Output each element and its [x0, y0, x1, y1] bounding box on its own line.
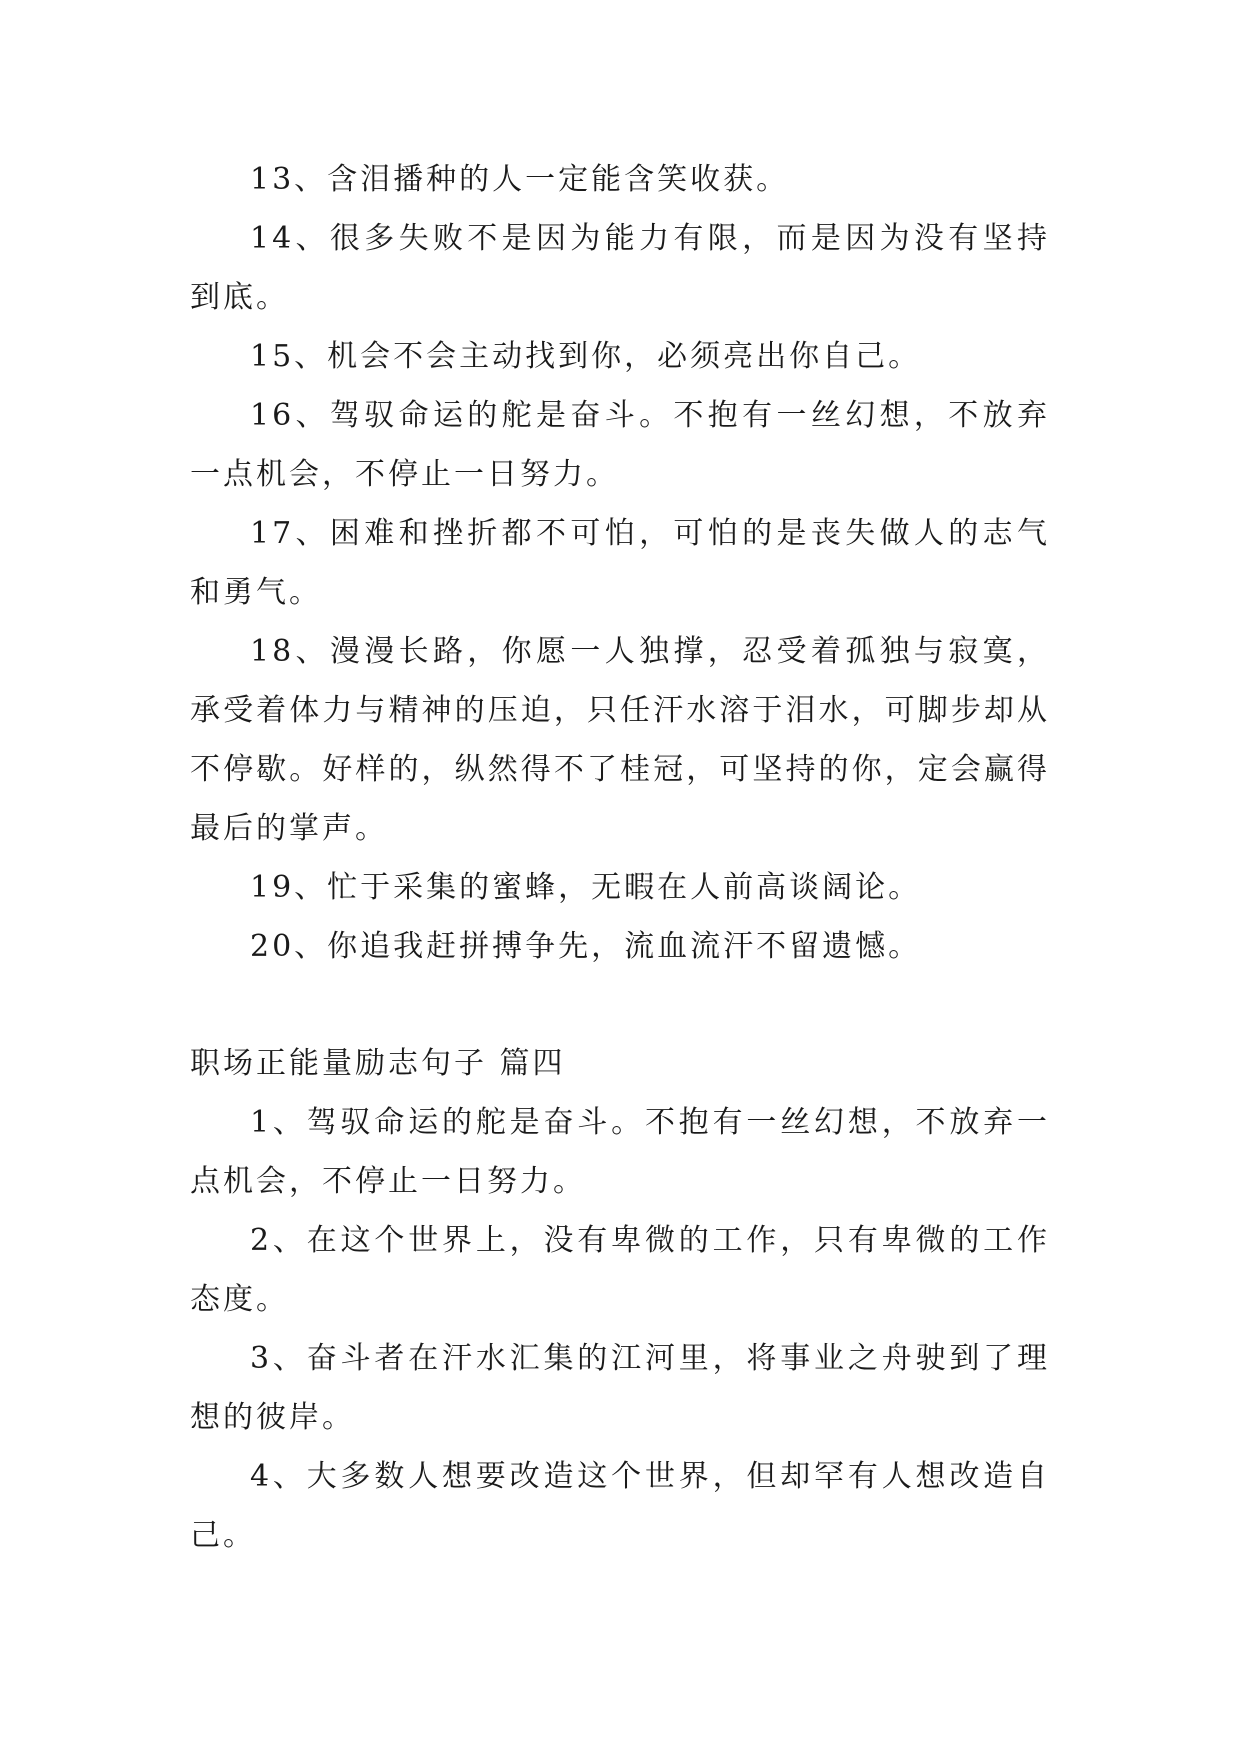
list-item: 13、含泪播种的人一定能含笑收获。	[250, 162, 790, 197]
list-item: 14、很多失败不是因为能力有限，而是因为没有坚持到底。	[190, 221, 1050, 315]
list-item: 1、驾驭命运的舵是奋斗。不抱有一丝幻想，不放弃一点机会，不停止一日努力。	[190, 1105, 1050, 1199]
section-heading: 职场正能量励志句子 篇四	[190, 1046, 566, 1081]
list-item: 15、机会不会主动找到你，必须亮出你自己。	[250, 339, 922, 374]
list-item: 20、你追我赶拼搏争先，流血流汗不留遗憾。	[250, 929, 922, 964]
list-item: 2、在这个世界上，没有卑微的工作，只有卑微的工作态度。	[190, 1223, 1050, 1317]
list-item: 17、困难和挫折都不可怕，可怕的是丧失做人的志气和勇气。	[190, 516, 1050, 610]
list-item: 18、漫漫长路，你愿一人独撑，忍受着孤独与寂寞，承受着体力与精神的压迫，只任汗水溶于泪水，可脚步却从不停歇。好样的，纵然得不了桂冠，可坚持的你，定会赢得最后的掌声。	[190, 634, 1050, 846]
list-item: 4、大多数人想要改造这个世界，但却罕有人想改造自己。	[190, 1459, 1050, 1553]
list-item: 16、驾驭命运的舵是奋斗。不抱有一丝幻想，不放弃一点机会，不停止一日努力。	[190, 398, 1050, 492]
list-item: 3、奋斗者在汗水汇集的江河里，将事业之舟驶到了理想的彼岸。	[190, 1341, 1050, 1435]
document-page	[190, 150, 1050, 1565]
list-item: 19、忙于采集的蜜蜂，无暇在人前高谈阔论。	[250, 870, 922, 905]
